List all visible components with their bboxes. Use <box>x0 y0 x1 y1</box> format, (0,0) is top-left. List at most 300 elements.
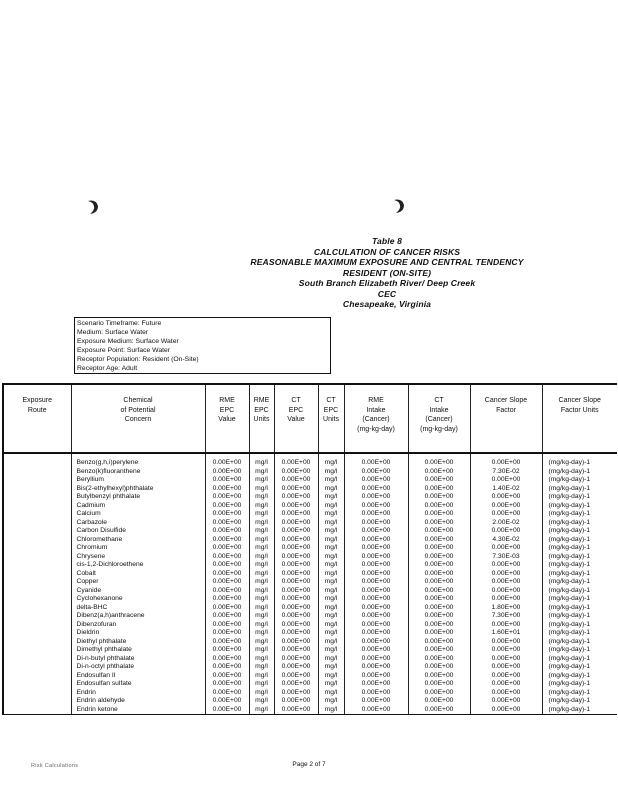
table-row <box>3 570 617 579</box>
value-cell: 0.00E+00 <box>344 553 408 562</box>
chemical-cell: Cadmium <box>71 502 205 511</box>
value-cell: 0.00E+00 <box>205 680 249 689</box>
value-cell: 0.00E+00 <box>205 544 249 553</box>
value-cell: 0.00E+00 <box>274 510 318 519</box>
value-cell: 0.00E+00 <box>470 706 542 715</box>
table-row <box>3 578 617 587</box>
units-cell: (mg/kg-day)-1 <box>542 655 617 664</box>
value-cell: mg/l <box>249 612 274 621</box>
value-cell: 0.00E+00 <box>344 629 408 638</box>
value-cell: 0.00E+00 <box>344 485 408 494</box>
value-cell: 0.00E+00 <box>344 561 408 570</box>
value-cell: 2.00E-02 <box>470 519 542 528</box>
value-cell: mg/l <box>249 459 274 468</box>
value-cell: 0.00E+00 <box>470 510 542 519</box>
value-cell: 0.00E+00 <box>205 646 249 655</box>
exposure-route-cell <box>3 604 71 613</box>
value-cell: 0.00E+00 <box>408 476 470 485</box>
value-cell: 0.00E+00 <box>470 476 542 485</box>
column-header: RME EPC Units <box>249 384 274 453</box>
table-row <box>3 510 617 519</box>
chemical-cell: Endosulfan sulfate <box>71 680 205 689</box>
column-header: CT EPC Units <box>318 384 344 453</box>
value-cell: 0.00E+00 <box>205 570 249 579</box>
value-cell: mg/l <box>249 553 274 562</box>
exposure-route-cell <box>3 459 71 468</box>
chemical-cell: Copper <box>71 578 205 587</box>
exposure-route-cell <box>3 689 71 698</box>
units-cell: (mg/kg-day)-1 <box>542 510 617 519</box>
value-cell: mg/l <box>318 468 344 477</box>
value-cell: mg/l <box>318 689 344 698</box>
exposure-route-cell <box>3 578 71 587</box>
value-cell: 0.00E+00 <box>470 638 542 647</box>
value-cell: 0.00E+00 <box>205 706 249 715</box>
units-cell: (mg/kg-day)-1 <box>542 485 617 494</box>
units-cell: (mg/kg-day)-1 <box>542 519 617 528</box>
value-cell: 4.30E-02 <box>470 536 542 545</box>
chemical-cell: Dibenz(a,h)anthracene <box>71 612 205 621</box>
value-cell: mg/l <box>318 638 344 647</box>
value-cell: 0.00E+00 <box>344 655 408 664</box>
exposure-route-cell <box>3 680 71 689</box>
exposure-route-cell <box>3 561 71 570</box>
value-cell: 0.00E+00 <box>408 689 470 698</box>
value-cell: 0.00E+00 <box>408 621 470 630</box>
value-cell: 0.00E+00 <box>408 697 470 706</box>
value-cell: 0.00E+00 <box>344 697 408 706</box>
value-cell: 0.00E+00 <box>344 663 408 672</box>
scenario-box <box>74 317 331 374</box>
value-cell: mg/l <box>318 663 344 672</box>
value-cell: 0.00E+00 <box>205 655 249 664</box>
units-cell: (mg/kg-day)-1 <box>542 578 617 587</box>
value-cell: 7.30E-03 <box>470 553 542 562</box>
binder-hole-mark <box>84 198 102 216</box>
value-cell: 0.00E+00 <box>205 510 249 519</box>
value-cell: 0.00E+00 <box>274 570 318 579</box>
exposure-route-cell <box>3 570 71 579</box>
table-row <box>3 655 617 664</box>
value-cell: 7.30E-02 <box>470 468 542 477</box>
exposure-route-cell <box>3 706 71 715</box>
table-row <box>3 476 617 485</box>
value-cell: 0.00E+00 <box>205 595 249 604</box>
value-cell: mg/l <box>249 646 274 655</box>
units-cell: (mg/kg-day)-1 <box>542 629 617 638</box>
column-header: Exposure Route <box>3 384 71 453</box>
value-cell: 0.00E+00 <box>274 502 318 511</box>
value-cell: 0.00E+00 <box>274 604 318 613</box>
column-header: CT EPC Value <box>274 384 318 453</box>
value-cell: 0.00E+00 <box>344 646 408 655</box>
value-cell: 0.00E+00 <box>470 493 542 502</box>
value-cell: 0.00E+00 <box>274 672 318 681</box>
value-cell: 0.00E+00 <box>205 459 249 468</box>
chemical-cell: Carbon Disulfide <box>71 527 205 536</box>
value-cell: 0.00E+00 <box>408 646 470 655</box>
chemical-cell: Dieldrin <box>71 629 205 638</box>
value-cell: mg/l <box>249 638 274 647</box>
value-cell: mg/l <box>318 502 344 511</box>
value-cell: 0.00E+00 <box>274 493 318 502</box>
value-cell: mg/l <box>318 485 344 494</box>
exposure-route-cell <box>3 485 71 494</box>
value-cell: mg/l <box>318 527 344 536</box>
chemical-cell: Di-n-butyl phthalate <box>71 655 205 664</box>
cancer-risk-table <box>2 383 617 715</box>
value-cell: 0.00E+00 <box>274 476 318 485</box>
value-cell: 0.00E+00 <box>344 595 408 604</box>
value-cell: 0.00E+00 <box>205 672 249 681</box>
column-header: Cancer Slope Factor <box>470 384 542 453</box>
value-cell: 0.00E+00 <box>408 561 470 570</box>
chemical-cell: Cobalt <box>71 570 205 579</box>
title-line: RESIDENT (ON-SITE) <box>342 267 432 278</box>
value-cell: mg/l <box>249 570 274 579</box>
value-cell: 0.00E+00 <box>408 493 470 502</box>
exposure-route-cell <box>3 638 71 647</box>
value-cell: 0.00E+00 <box>408 663 470 672</box>
units-cell: (mg/kg-day)-1 <box>542 570 617 579</box>
exposure-route-cell <box>3 697 71 706</box>
value-cell: mg/l <box>318 493 344 502</box>
units-cell: (mg/kg-day)-1 <box>542 604 617 613</box>
exposure-route-cell <box>3 629 71 638</box>
chemical-cell: Cyclohexanone <box>71 595 205 604</box>
value-cell: 0.00E+00 <box>274 561 318 570</box>
units-cell: (mg/kg-day)-1 <box>542 476 617 485</box>
value-cell: 0.00E+00 <box>205 638 249 647</box>
units-cell: (mg/kg-day)-1 <box>542 493 617 502</box>
value-cell: 0.00E+00 <box>408 655 470 664</box>
value-cell: mg/l <box>318 476 344 485</box>
table-row <box>3 502 617 511</box>
value-cell: 0.00E+00 <box>274 612 318 621</box>
value-cell: 0.00E+00 <box>344 621 408 630</box>
exposure-route-cell <box>3 663 71 672</box>
chemical-cell: delta-BHC <box>71 604 205 613</box>
table-row <box>3 604 617 613</box>
chemical-cell: Dimethyl phthalate <box>71 646 205 655</box>
value-cell: 1.80E+00 <box>470 604 542 613</box>
value-cell: 0.00E+00 <box>205 604 249 613</box>
chemical-cell: Carbazole <box>71 519 205 528</box>
table-row <box>3 587 617 596</box>
value-cell: mg/l <box>318 510 344 519</box>
value-cell: mg/l <box>249 502 274 511</box>
value-cell: 0.00E+00 <box>274 655 318 664</box>
value-cell: 0.00E+00 <box>408 544 470 553</box>
value-cell: mg/l <box>318 680 344 689</box>
value-cell: mg/l <box>249 536 274 545</box>
exposure-route-cell <box>3 510 71 519</box>
value-cell: mg/l <box>249 476 274 485</box>
value-cell: 0.00E+00 <box>274 621 318 630</box>
table-row <box>3 680 617 689</box>
value-cell: 0.00E+00 <box>274 527 318 536</box>
exposure-route-cell <box>3 553 71 562</box>
value-cell: 0.00E+00 <box>274 544 318 553</box>
scenario-receptor-age: Receptor Age: Adult <box>77 365 138 373</box>
table-row <box>3 706 617 715</box>
value-cell: mg/l <box>249 519 274 528</box>
value-cell: 0.00E+00 <box>344 570 408 579</box>
value-cell: 0.00E+00 <box>274 697 318 706</box>
value-cell: 0.00E+00 <box>274 519 318 528</box>
units-cell: (mg/kg-day)-1 <box>542 553 617 562</box>
table-row <box>3 638 617 647</box>
value-cell: 0.00E+00 <box>470 570 542 579</box>
units-cell: (mg/kg-day)-1 <box>542 561 617 570</box>
value-cell: 0.00E+00 <box>470 544 542 553</box>
value-cell: 1.40E-02 <box>470 485 542 494</box>
table-row <box>3 459 617 468</box>
value-cell: 0.00E+00 <box>274 587 318 596</box>
value-cell: 0.00E+00 <box>205 612 249 621</box>
value-cell: 0.00E+00 <box>408 595 470 604</box>
value-cell: 0.00E+00 <box>408 604 470 613</box>
value-cell: 0.00E+00 <box>344 527 408 536</box>
scenario-timeframe: Scenario Timeframe: Future <box>77 320 162 327</box>
scenario-medium: Medium: Surface Water <box>77 329 149 337</box>
value-cell: 0.00E+00 <box>470 459 542 468</box>
value-cell: 0.00E+00 <box>274 595 318 604</box>
value-cell: mg/l <box>249 680 274 689</box>
value-cell: mg/l <box>249 468 274 477</box>
units-cell: (mg/kg-day)-1 <box>542 527 617 536</box>
value-cell: 0.00E+00 <box>274 553 318 562</box>
exposure-route-cell <box>3 646 71 655</box>
value-cell: 0.00E+00 <box>408 527 470 536</box>
column-header: CT Intake (Cancer) (mg-kg-day) <box>408 384 470 453</box>
exposure-route-cell <box>3 536 71 545</box>
value-cell: 0.00E+00 <box>470 646 542 655</box>
value-cell: 0.00E+00 <box>344 476 408 485</box>
value-cell: 0.00E+00 <box>344 612 408 621</box>
value-cell: 0.00E+00 <box>470 561 542 570</box>
title-line: CALCULATION OF CANCER RISKS <box>313 246 461 257</box>
value-cell: mg/l <box>249 527 274 536</box>
value-cell: 0.00E+00 <box>408 510 470 519</box>
facility-name: CEC <box>377 288 397 299</box>
value-cell: mg/l <box>318 697 344 706</box>
table-row <box>3 629 617 638</box>
value-cell: 0.00E+00 <box>205 629 249 638</box>
value-cell: mg/l <box>318 587 344 596</box>
value-cell: 0.00E+00 <box>205 527 249 536</box>
table-row <box>3 468 617 477</box>
value-cell: 0.00E+00 <box>408 485 470 494</box>
chemical-cell: Endrin ketone <box>71 706 205 715</box>
value-cell: 0.00E+00 <box>408 638 470 647</box>
value-cell: 0.00E+00 <box>344 468 408 477</box>
value-cell: 0.00E+00 <box>344 459 408 468</box>
units-cell: (mg/kg-day)-1 <box>542 595 617 604</box>
value-cell: mg/l <box>249 663 274 672</box>
value-cell: 0.00E+00 <box>470 502 542 511</box>
value-cell: 0.00E+00 <box>344 493 408 502</box>
value-cell: 0.00E+00 <box>205 578 249 587</box>
chemical-cell: Endrin <box>71 689 205 698</box>
value-cell: 1.60E+01 <box>470 629 542 638</box>
value-cell: 0.00E+00 <box>408 612 470 621</box>
value-cell: 0.00E+00 <box>344 680 408 689</box>
units-cell: (mg/kg-day)-1 <box>542 638 617 647</box>
value-cell: 0.00E+00 <box>470 689 542 698</box>
value-cell: mg/l <box>318 655 344 664</box>
value-cell: 0.00E+00 <box>274 638 318 647</box>
site-name: South Branch Elizabeth River/ Deep Creek <box>298 278 476 288</box>
value-cell: 0.00E+00 <box>274 706 318 715</box>
value-cell: 0.00E+00 <box>205 536 249 545</box>
value-cell: 0.00E+00 <box>344 672 408 681</box>
value-cell: mg/l <box>249 629 274 638</box>
units-cell: (mg/kg-day)-1 <box>542 587 617 596</box>
exposure-route-cell <box>3 587 71 596</box>
table-row <box>3 595 617 604</box>
value-cell: 0.00E+00 <box>274 485 318 494</box>
value-cell: 0.00E+00 <box>408 672 470 681</box>
scenario-exposure-medium: Exposure Medium: Surface Water <box>77 338 179 346</box>
value-cell: 0.00E+00 <box>470 578 542 587</box>
units-cell: (mg/kg-day)-1 <box>542 536 617 545</box>
value-cell: 0.00E+00 <box>344 706 408 715</box>
units-cell: (mg/kg-day)-1 <box>542 689 617 698</box>
value-cell: mg/l <box>318 561 344 570</box>
value-cell: mg/l <box>318 612 344 621</box>
value-cell: 0.00E+00 <box>408 680 470 689</box>
value-cell: 0.00E+00 <box>470 587 542 596</box>
exposure-route-cell <box>3 519 71 528</box>
exposure-route-cell <box>3 595 71 604</box>
value-cell: 0.00E+00 <box>344 638 408 647</box>
footer-file-label: Risk Calculations <box>31 763 79 769</box>
chemical-cell: Butylbenzyl phthalate <box>71 493 205 502</box>
exposure-route-cell <box>3 544 71 553</box>
value-cell: 0.00E+00 <box>274 680 318 689</box>
chemical-cell: Benzo(k)fluoranthene <box>71 468 205 477</box>
value-cell: mg/l <box>249 604 274 613</box>
value-cell: 0.00E+00 <box>274 629 318 638</box>
exposure-route-cell <box>3 672 71 681</box>
binder-hole-mark <box>390 197 408 215</box>
value-cell: 0.00E+00 <box>470 672 542 681</box>
value-cell: 0.00E+00 <box>205 485 249 494</box>
value-cell: mg/l <box>318 570 344 579</box>
value-cell: mg/l <box>318 672 344 681</box>
value-cell: mg/l <box>249 493 274 502</box>
value-cell: mg/l <box>318 544 344 553</box>
table-row <box>3 697 617 706</box>
chemical-cell: Chloromethane <box>71 536 205 545</box>
value-cell: 0.00E+00 <box>470 697 542 706</box>
chemical-cell: Cyanide <box>71 587 205 596</box>
value-cell: mg/l <box>318 459 344 468</box>
chemical-cell: Diethyl phthalate <box>71 638 205 647</box>
value-cell: mg/l <box>249 706 274 715</box>
value-cell: mg/l <box>249 578 274 587</box>
value-cell: 0.00E+00 <box>205 502 249 511</box>
exposure-route-cell <box>3 612 71 621</box>
table-row <box>3 553 617 562</box>
value-cell: 0.00E+00 <box>344 510 408 519</box>
value-cell: 0.00E+00 <box>408 536 470 545</box>
chemical-cell: Benzo(g,h,i)perylene <box>71 459 205 468</box>
value-cell: 0.00E+00 <box>408 629 470 638</box>
units-cell: (mg/kg-day)-1 <box>542 468 617 477</box>
value-cell: mg/l <box>249 697 274 706</box>
value-cell: 0.00E+00 <box>408 519 470 528</box>
value-cell: 0.00E+00 <box>274 536 318 545</box>
table-label: Table 8 <box>372 236 402 246</box>
value-cell: mg/l <box>318 536 344 545</box>
chemical-cell: Chromium <box>71 544 205 553</box>
table-row <box>3 672 617 681</box>
value-cell: 0.00E+00 <box>274 459 318 468</box>
value-cell: 0.00E+00 <box>344 536 408 545</box>
exposure-route-cell <box>3 621 71 630</box>
value-cell: 0.00E+00 <box>470 680 542 689</box>
title-line: REASONABLE MAXIMUM EXPOSURE AND CENTRAL TENDENCY <box>250 257 524 267</box>
value-cell: 0.00E+00 <box>408 587 470 596</box>
table-row <box>3 519 617 528</box>
exposure-route-cell <box>3 493 71 502</box>
table-row <box>3 536 617 545</box>
value-cell: mg/l <box>318 553 344 562</box>
units-cell: (mg/kg-day)-1 <box>542 502 617 511</box>
value-cell: mg/l <box>318 595 344 604</box>
value-cell: 0.00E+00 <box>408 570 470 579</box>
value-cell: 0.00E+00 <box>344 519 408 528</box>
value-cell: 0.00E+00 <box>274 578 318 587</box>
value-cell: 0.00E+00 <box>344 689 408 698</box>
table-row <box>3 544 617 553</box>
value-cell: 0.00E+00 <box>205 561 249 570</box>
table-row <box>3 561 617 570</box>
value-cell: mg/l <box>249 655 274 664</box>
value-cell: 0.00E+00 <box>344 544 408 553</box>
value-cell: mg/l <box>318 629 344 638</box>
exposure-route-cell <box>3 655 71 664</box>
table-row <box>3 612 617 621</box>
exposure-route-cell <box>3 476 71 485</box>
units-cell: (mg/kg-day)-1 <box>542 680 617 689</box>
value-cell: mg/l <box>249 595 274 604</box>
value-cell: mg/l <box>249 510 274 519</box>
chemical-cell: Chrysene <box>71 553 205 562</box>
units-cell: (mg/kg-day)-1 <box>542 621 617 630</box>
value-cell: 0.00E+00 <box>470 655 542 664</box>
value-cell: 0.00E+00 <box>470 621 542 630</box>
value-cell: 0.00E+00 <box>274 646 318 655</box>
scenario-exposure-point: Exposure Point: Surface Water <box>77 347 171 355</box>
chemical-cell: Endosulfan II <box>71 672 205 681</box>
value-cell: 0.00E+00 <box>205 689 249 698</box>
exposure-route-cell <box>3 527 71 536</box>
value-cell: 0.00E+00 <box>205 493 249 502</box>
column-header: Chemical of Potential Concern <box>71 384 205 453</box>
exposure-route-cell <box>3 502 71 511</box>
value-cell: 0.00E+00 <box>205 553 249 562</box>
value-cell: mg/l <box>249 689 274 698</box>
chemical-cell: Di-n-octyl phthalate <box>71 663 205 672</box>
table-row <box>3 663 617 672</box>
value-cell: mg/l <box>249 485 274 494</box>
table-row <box>3 493 617 502</box>
units-cell: (mg/kg-day)-1 <box>542 706 617 715</box>
value-cell: 0.00E+00 <box>344 578 408 587</box>
